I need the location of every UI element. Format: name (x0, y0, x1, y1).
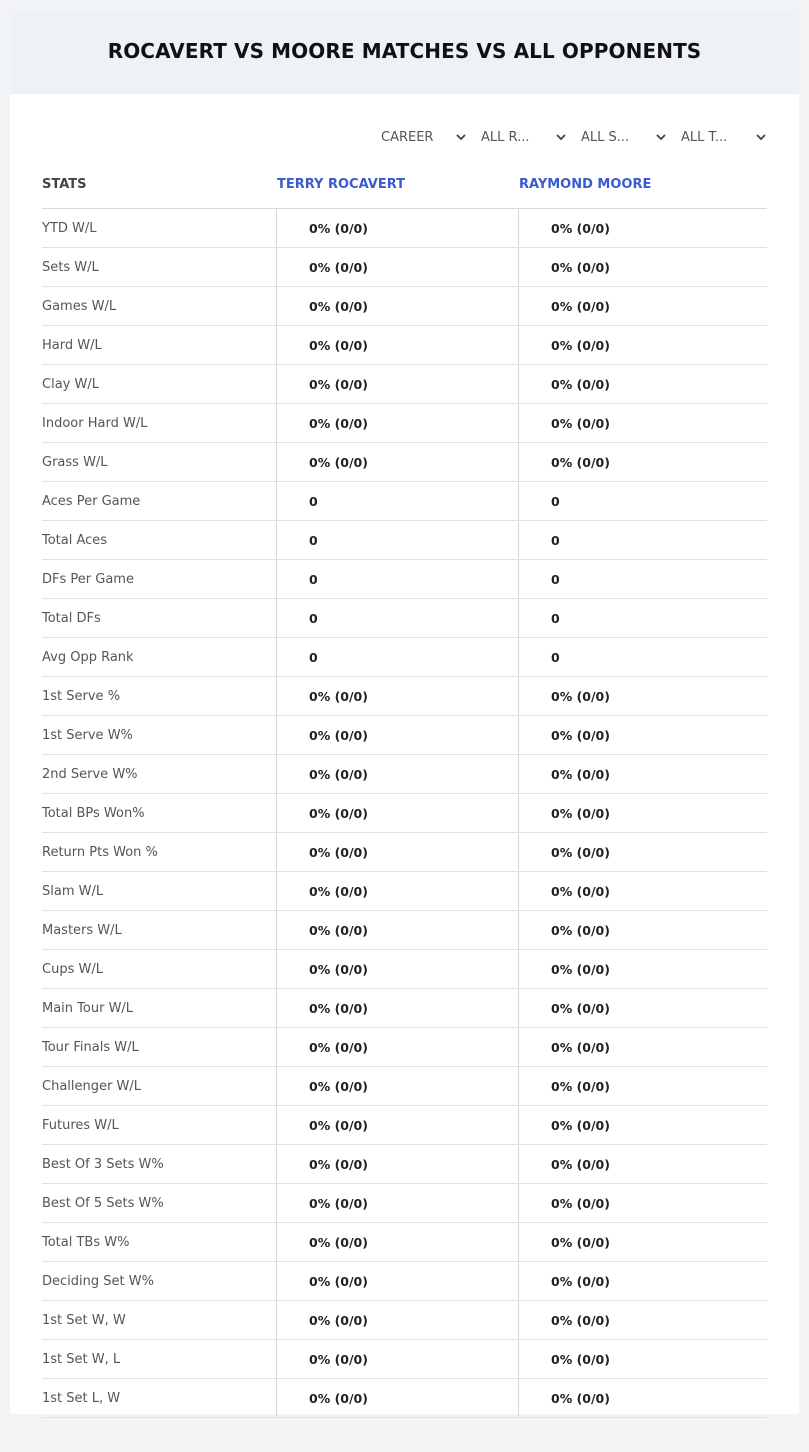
chevron-down-icon (555, 131, 567, 143)
card-header (10, 10, 799, 94)
player2-value: 0% (0/0) (518, 365, 767, 403)
table-row (42, 794, 767, 833)
player2-value: 0% (0/0) (518, 1340, 767, 1378)
table-row (42, 1184, 767, 1223)
table-row (42, 443, 767, 482)
table-row (42, 911, 767, 950)
player2-value: 0% (0/0) (518, 326, 767, 364)
player2-value: 0% (0/0) (518, 1145, 767, 1183)
filter-career-select[interactable] (377, 127, 467, 147)
chevron-down-icon (455, 131, 467, 143)
stat-label: Hard W/L (42, 337, 102, 353)
player2-value: 0 (518, 638, 767, 676)
table-row (42, 1223, 767, 1262)
table-row (42, 1145, 767, 1184)
stat-label: Avg Opp Rank (42, 649, 134, 665)
player2-value: 0% (0/0) (518, 209, 767, 247)
player2-value: 0 (518, 599, 767, 637)
player1-value: 0% (0/0) (276, 1067, 518, 1105)
chevron-down-icon (755, 131, 767, 143)
player2-value: 0% (0/0) (518, 872, 767, 910)
table-row (42, 1379, 767, 1418)
stat-label: Cups W/L (42, 961, 103, 977)
table-row (42, 560, 767, 599)
player2-value: 0% (0/0) (518, 950, 767, 988)
stats-table (42, 160, 767, 1418)
player1-value: 0% (0/0) (276, 1301, 518, 1339)
stat-label: 1st Set L, W (42, 1390, 121, 1406)
stat-label: YTD W/L (42, 220, 97, 236)
player2-link[interactable]: RAYMOND MOORE (519, 176, 652, 192)
player1-value: 0% (0/0) (276, 950, 518, 988)
player2-value: 0% (0/0) (518, 794, 767, 832)
player2-value: 0% (0/0) (518, 1262, 767, 1300)
table-body (42, 209, 767, 1418)
table-row (42, 638, 767, 677)
table-row (42, 989, 767, 1028)
stat-label: 1st Serve % (42, 688, 121, 704)
player1-value: 0% (0/0) (276, 989, 518, 1027)
player1-value: 0% (0/0) (276, 404, 518, 442)
filter-label: ALL T... (681, 129, 728, 145)
player2-value: 0% (0/0) (518, 1106, 767, 1144)
filter-surfaces-select[interactable] (577, 127, 667, 147)
stat-label: Games W/L (42, 298, 117, 314)
table-row (42, 287, 767, 326)
filter-label: ALL S... (581, 129, 630, 145)
player1-value: 0% (0/0) (276, 911, 518, 949)
table-row (42, 677, 767, 716)
player1-value: 0% (0/0) (276, 872, 518, 910)
filter-label: CAREER (381, 129, 434, 145)
table-row (42, 1340, 767, 1379)
player2-value: 0% (0/0) (518, 989, 767, 1027)
player2-value: 0% (0/0) (518, 833, 767, 871)
stat-label: Slam W/L (42, 883, 104, 899)
stat-label: Total DFs (42, 610, 101, 626)
player1-value: 0% (0/0) (276, 287, 518, 325)
player1-link[interactable]: TERRY ROCAVERT (277, 176, 406, 192)
player2-value: 0% (0/0) (518, 755, 767, 793)
stat-label: Best Of 5 Sets W% (42, 1195, 164, 1211)
player1-value: 0% (0/0) (276, 755, 518, 793)
player1-value: 0% (0/0) (276, 1223, 518, 1261)
stat-label: 1st Set W, W (42, 1312, 126, 1328)
player1-value: 0 (276, 638, 518, 676)
player1-value: 0% (0/0) (276, 1379, 518, 1417)
player1-value: 0% (0/0) (276, 1106, 518, 1144)
table-row (42, 599, 767, 638)
table-row (42, 755, 767, 794)
table-row (42, 365, 767, 404)
player2-value: 0% (0/0) (518, 404, 767, 442)
table-header (42, 160, 767, 209)
player1-value: 0% (0/0) (276, 326, 518, 364)
stat-label: 2nd Serve W% (42, 766, 138, 782)
stat-label: 1st Set W, L (42, 1351, 121, 1367)
filter-bar (377, 127, 767, 147)
player1-value: 0 (276, 599, 518, 637)
player1-value: 0% (0/0) (276, 1340, 518, 1378)
player1-value: 0% (0/0) (276, 833, 518, 871)
player1-value: 0% (0/0) (276, 716, 518, 754)
player1-value: 0% (0/0) (276, 1028, 518, 1066)
player2-value: 0% (0/0) (518, 1028, 767, 1066)
stat-label: Grass W/L (42, 454, 108, 470)
player1-value: 0% (0/0) (276, 677, 518, 715)
stat-label: Challenger W/L (42, 1078, 141, 1094)
player2-value: 0% (0/0) (518, 1223, 767, 1261)
stat-label: Total Aces (42, 532, 108, 548)
player1-value: 0 (276, 521, 518, 559)
player1-value: 0 (276, 482, 518, 520)
table-row (42, 248, 767, 287)
player1-value: 0 (276, 560, 518, 598)
player1-value: 0% (0/0) (276, 365, 518, 403)
table-row (42, 326, 767, 365)
player2-value: 0% (0/0) (518, 1184, 767, 1222)
player2-value: 0% (0/0) (518, 1379, 767, 1417)
stat-label: Main Tour W/L (42, 1000, 134, 1016)
table-row (42, 833, 767, 872)
player1-value: 0% (0/0) (276, 248, 518, 286)
stat-label: Best Of 3 Sets W% (42, 1156, 164, 1172)
stat-label: Futures W/L (42, 1117, 119, 1133)
player2-value: 0% (0/0) (518, 287, 767, 325)
table-row (42, 716, 767, 755)
player2-value: 0% (0/0) (518, 1067, 767, 1105)
table-row (42, 404, 767, 443)
player2-value: 0 (518, 482, 767, 520)
filter-rounds-select[interactable] (477, 127, 567, 147)
chevron-down-icon (655, 131, 667, 143)
table-row (42, 521, 767, 560)
player1-value: 0% (0/0) (276, 209, 518, 247)
player2-value: 0% (0/0) (518, 248, 767, 286)
player2-value: 0% (0/0) (518, 443, 767, 481)
player2-value: 0% (0/0) (518, 677, 767, 715)
stat-label: Sets W/L (42, 259, 99, 275)
stat-label: Total BPs Won% (42, 805, 145, 821)
player1-value: 0% (0/0) (276, 1262, 518, 1300)
player1-value: 0% (0/0) (276, 1145, 518, 1183)
table-row (42, 1028, 767, 1067)
page-title: ROCAVERT VS MOORE MATCHES VS ALL OPPONENTS (107, 39, 702, 63)
player2-value: 0 (518, 560, 767, 598)
stat-label: Total TBs W% (42, 1234, 130, 1250)
table-row (42, 482, 767, 521)
stat-label: Indoor Hard W/L (42, 415, 148, 431)
table-row (42, 1262, 767, 1301)
stat-label: DFs Per Game (42, 571, 134, 587)
player2-value: 0% (0/0) (518, 911, 767, 949)
stat-label: Deciding Set W% (42, 1273, 154, 1289)
table-row (42, 872, 767, 911)
table-row (42, 1067, 767, 1106)
stat-label: 1st Serve W% (42, 727, 133, 743)
player2-value: 0% (0/0) (518, 1301, 767, 1339)
stat-label: Return Pts Won % (42, 844, 158, 860)
column-header-stats: STATS (42, 176, 87, 192)
stat-label: Tour Finals W/L (42, 1039, 139, 1055)
player2-value: 0 (518, 521, 767, 559)
player1-value: 0% (0/0) (276, 1184, 518, 1222)
table-row (42, 209, 767, 248)
player1-value: 0% (0/0) (276, 443, 518, 481)
filter-label: ALL R... (481, 129, 530, 145)
filter-tournaments-select[interactable] (677, 127, 767, 147)
stats-card (10, 10, 799, 1414)
table-row (42, 950, 767, 989)
stat-label: Masters W/L (42, 922, 122, 938)
stat-label: Aces Per Game (42, 493, 141, 509)
player1-value: 0% (0/0) (276, 794, 518, 832)
player2-value: 0% (0/0) (518, 716, 767, 754)
table-row (42, 1301, 767, 1340)
stat-label: Clay W/L (42, 376, 99, 392)
table-row (42, 1106, 767, 1145)
